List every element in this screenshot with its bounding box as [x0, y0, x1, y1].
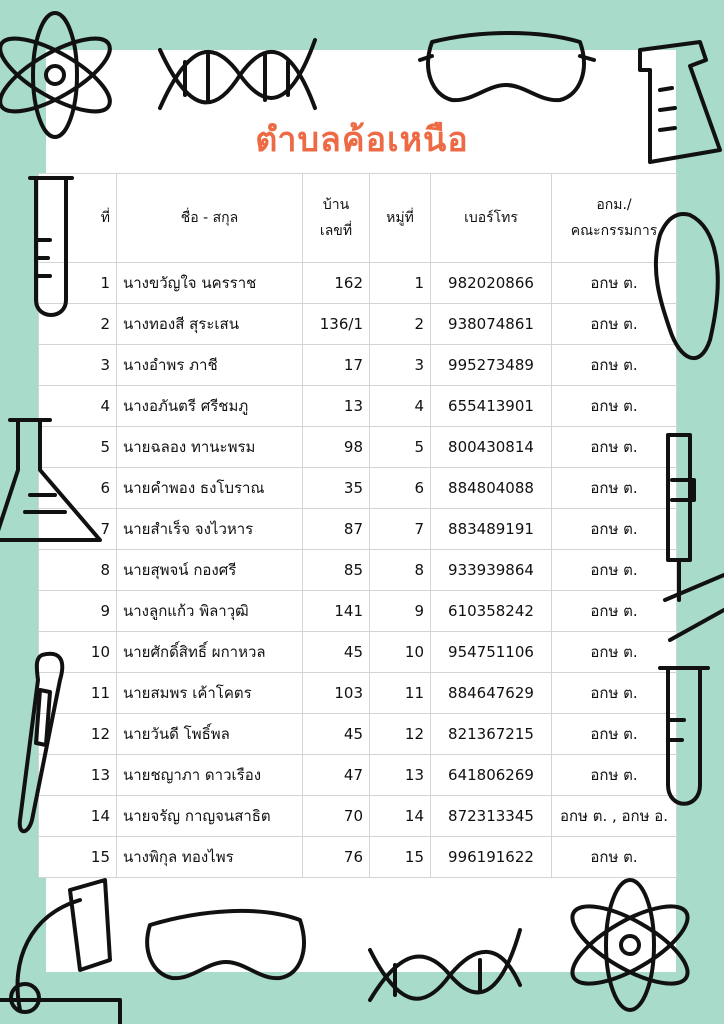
cell-no: 14: [39, 796, 117, 837]
cell-moo: 7: [370, 509, 431, 550]
cell-role: อกษ ต.: [552, 509, 677, 550]
table-row: [39, 550, 677, 591]
cell-role: อกษ ต. , อกษ อ.: [552, 796, 677, 837]
cell-moo: 13: [370, 755, 431, 796]
cell-name: นายสำเร็จ จงไวหาร: [117, 509, 303, 550]
member-table: [38, 173, 677, 878]
cell-house-number: 47: [303, 755, 370, 796]
cell-no: 10: [39, 632, 117, 673]
table-body: [39, 263, 677, 878]
cell-moo: 3: [370, 345, 431, 386]
cell-moo: 12: [370, 714, 431, 755]
cell-role: อกษ ต.: [552, 263, 677, 304]
cell-phone: 800430814: [431, 427, 552, 468]
cell-moo: 9: [370, 591, 431, 632]
cell-house-number: 45: [303, 632, 370, 673]
cell-moo: 11: [370, 673, 431, 714]
cell-phone: 655413901: [431, 386, 552, 427]
header-no: ที่: [39, 174, 117, 263]
table-row: [39, 632, 677, 673]
cell-no: 12: [39, 714, 117, 755]
cell-phone: 641806269: [431, 755, 552, 796]
cell-no: 11: [39, 673, 117, 714]
cell-no: 7: [39, 509, 117, 550]
cell-role: อกษ ต.: [552, 591, 677, 632]
cell-phone: 982020866: [431, 263, 552, 304]
cell-no: 9: [39, 591, 117, 632]
cell-house-number: 17: [303, 345, 370, 386]
cell-phone: 996191622: [431, 837, 552, 878]
table-row: [39, 837, 677, 878]
cell-house-number: 45: [303, 714, 370, 755]
table-row: [39, 714, 677, 755]
table-row: [39, 509, 677, 550]
cell-moo: 8: [370, 550, 431, 591]
cell-phone: 995273489: [431, 345, 552, 386]
cell-name: นายจรัญ กาญจนสาธิต: [117, 796, 303, 837]
cell-moo: 1: [370, 263, 431, 304]
cell-name: นายคำพอง ธงโบราณ: [117, 468, 303, 509]
cell-name: นางทองสี สุระเสน: [117, 304, 303, 345]
cell-no: 5: [39, 427, 117, 468]
cell-phone: 821367215: [431, 714, 552, 755]
cell-no: 2: [39, 304, 117, 345]
cell-phone: 884647629: [431, 673, 552, 714]
header-house-line1: บ้าน: [322, 197, 350, 213]
table-header-row: [39, 174, 677, 263]
cell-name: นางอำพร ภาชี: [117, 345, 303, 386]
cell-moo: 10: [370, 632, 431, 673]
cell-role: อกษ ต.: [552, 673, 677, 714]
cell-role: อกษ ต.: [552, 837, 677, 878]
table-row: [39, 468, 677, 509]
cell-phone: 954751106: [431, 632, 552, 673]
cell-no: 13: [39, 755, 117, 796]
cell-house-number: 136/1: [303, 304, 370, 345]
cell-role: อกษ ต.: [552, 304, 677, 345]
header-phone: เบอร์โทร: [431, 174, 552, 263]
cell-role: อกษ ต.: [552, 632, 677, 673]
cell-name: นายชญาภา ดาวเรือง: [117, 755, 303, 796]
cell-name: นางลูกแก้ว พิลาวุฒิ: [117, 591, 303, 632]
header-house-line2: เลขที่: [319, 223, 353, 239]
cell-moo: 4: [370, 386, 431, 427]
table-row: [39, 304, 677, 345]
cell-name: นางพิกุล ทองไพร: [117, 837, 303, 878]
cell-role: อกษ ต.: [552, 386, 677, 427]
table-row: [39, 673, 677, 714]
cell-moo: 15: [370, 837, 431, 878]
header-moo: หมู่ที่: [370, 174, 431, 263]
cell-phone: 938074861: [431, 304, 552, 345]
cell-house-number: 70: [303, 796, 370, 837]
header-role-line2: คณะกรรมการ: [570, 223, 658, 239]
cell-name: นายฉลอง ทานะพรม: [117, 427, 303, 468]
header-name: ชื่อ - สกุล: [117, 174, 303, 263]
page-title: ตำบลค้อเหนือ: [255, 120, 469, 160]
cell-role: อกษ ต.: [552, 468, 677, 509]
cell-no: 6: [39, 468, 117, 509]
cell-role: อกษ ต.: [552, 755, 677, 796]
cell-no: 1: [39, 263, 117, 304]
cell-name: นางอภันตรี ศรีชมภู: [117, 386, 303, 427]
cell-name: นายวันดี โพธิ์พล: [117, 714, 303, 755]
cell-no: 8: [39, 550, 117, 591]
table-row: [39, 263, 677, 304]
cell-no: 4: [39, 386, 117, 427]
cell-house-number: 87: [303, 509, 370, 550]
table-row: [39, 345, 677, 386]
header-role-line1: อกม./: [596, 197, 632, 213]
cell-house-number: 76: [303, 837, 370, 878]
cell-no: 3: [39, 345, 117, 386]
cell-role: อกษ ต.: [552, 345, 677, 386]
header-house-number: [303, 174, 370, 263]
cell-role: อกษ ต.: [552, 550, 677, 591]
cell-moo: 14: [370, 796, 431, 837]
cell-moo: 6: [370, 468, 431, 509]
table-row: [39, 591, 677, 632]
cell-role: อกษ ต.: [552, 427, 677, 468]
cell-house-number: 35: [303, 468, 370, 509]
cell-house-number: 141: [303, 591, 370, 632]
table-row: [39, 427, 677, 468]
cell-role: อกษ ต.: [552, 714, 677, 755]
cell-phone: 872313345: [431, 796, 552, 837]
cell-moo: 5: [370, 427, 431, 468]
table-row: [39, 386, 677, 427]
cell-house-number: 13: [303, 386, 370, 427]
table-row: [39, 796, 677, 837]
cell-name: นายสุพจน์ กองศรี: [117, 550, 303, 591]
cell-name: นางขวัญใจ นครราช: [117, 263, 303, 304]
cell-phone: 883489191: [431, 509, 552, 550]
cell-house-number: 103: [303, 673, 370, 714]
cell-moo: 2: [370, 304, 431, 345]
cell-phone: 933939864: [431, 550, 552, 591]
cell-name: นายศักดิ์สิทธิ์ ผกาหวล: [117, 632, 303, 673]
cell-no: 15: [39, 837, 117, 878]
cell-house-number: 162: [303, 263, 370, 304]
table-row: [39, 755, 677, 796]
cell-house-number: 98: [303, 427, 370, 468]
cell-house-number: 85: [303, 550, 370, 591]
cell-phone: 610358242: [431, 591, 552, 632]
cell-name: นายสมพร เค้าโคตร: [117, 673, 303, 714]
cell-phone: 884804088: [431, 468, 552, 509]
header-role: [552, 174, 677, 263]
